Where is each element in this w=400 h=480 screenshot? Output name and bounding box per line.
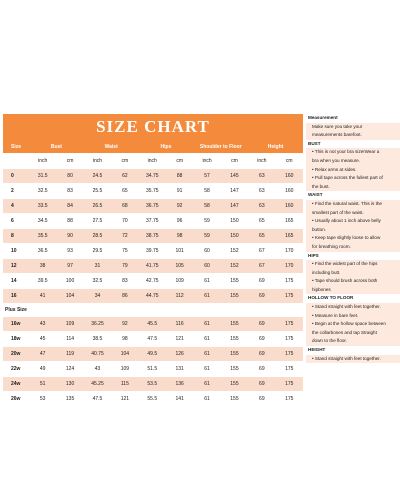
value-cell: 34.5 bbox=[29, 214, 56, 229]
value-cell: 61 bbox=[193, 392, 220, 407]
guide-text: the collarbones and tap Straight bbox=[312, 329, 377, 335]
value-cell: 165 bbox=[276, 214, 303, 229]
value-cell: 155 bbox=[221, 289, 248, 304]
value-cell: 63 bbox=[248, 199, 275, 214]
value-cell: 155 bbox=[221, 274, 248, 289]
value-cell: 145 bbox=[221, 169, 248, 184]
value-cell: 39.5 bbox=[29, 274, 56, 289]
value-cell: 60 bbox=[193, 244, 220, 259]
value-cell: 175 bbox=[276, 332, 303, 347]
units-cell: inch bbox=[29, 154, 56, 169]
value-cell: 65 bbox=[248, 214, 275, 229]
value-cell: 79 bbox=[111, 259, 138, 274]
value-cell: 126 bbox=[166, 347, 193, 362]
value-cell: 36.75 bbox=[139, 199, 166, 214]
value-cell: 86 bbox=[111, 289, 138, 304]
value-cell: 36.5 bbox=[29, 244, 56, 259]
value-cell: 36.25 bbox=[84, 317, 111, 332]
value-cell: 32.5 bbox=[29, 184, 56, 199]
value-cell: 35.5 bbox=[29, 229, 56, 244]
table-row bbox=[3, 184, 303, 199]
value-cell: 38 bbox=[29, 259, 56, 274]
value-cell: 130 bbox=[56, 377, 83, 392]
value-cell: 58 bbox=[193, 199, 220, 214]
value-cell: 124 bbox=[56, 362, 83, 377]
value-cell: 61 bbox=[193, 332, 220, 347]
value-cell: 41 bbox=[29, 289, 56, 304]
value-cell: 60 bbox=[193, 259, 220, 274]
value-cell: 100 bbox=[56, 274, 83, 289]
value-cell: 47.5 bbox=[139, 332, 166, 347]
value-cell: 112 bbox=[166, 289, 193, 304]
size-cell: 16w bbox=[3, 317, 29, 332]
value-cell: 155 bbox=[221, 392, 248, 407]
guide-text: • Find the widest part of the hips bbox=[312, 261, 378, 267]
value-cell: 69 bbox=[248, 377, 275, 392]
value-cell: 45 bbox=[29, 332, 56, 347]
value-cell: 69 bbox=[248, 289, 275, 304]
value-cell: 62 bbox=[111, 169, 138, 184]
value-cell: 109 bbox=[166, 274, 193, 289]
size-cell: 0 bbox=[3, 169, 29, 184]
value-cell: 98 bbox=[111, 332, 138, 347]
value-cell: 160 bbox=[276, 169, 303, 184]
size-cell: 12 bbox=[3, 259, 29, 274]
value-cell: 131 bbox=[166, 362, 193, 377]
value-cell: 83 bbox=[111, 274, 138, 289]
guide-text: • Stand straight with feet together. bbox=[312, 355, 381, 361]
units-row bbox=[3, 154, 303, 169]
value-cell: 135 bbox=[56, 392, 83, 407]
value-cell: 175 bbox=[276, 392, 303, 407]
value-cell: 109 bbox=[56, 317, 83, 332]
value-cell: 114 bbox=[56, 332, 83, 347]
table-row bbox=[3, 259, 303, 274]
size-cell: 6 bbox=[3, 214, 29, 229]
table-row bbox=[3, 274, 303, 289]
value-cell: 83 bbox=[56, 184, 83, 199]
value-cell: 47.5 bbox=[84, 392, 111, 407]
value-cell: 80 bbox=[56, 169, 83, 184]
value-cell: 61 bbox=[193, 289, 220, 304]
size-cell: 8 bbox=[3, 229, 29, 244]
value-cell: 115 bbox=[111, 377, 138, 392]
table-row bbox=[3, 169, 303, 184]
table-row bbox=[3, 392, 303, 407]
guide-heading: WAIST bbox=[306, 191, 400, 200]
value-cell: 38.5 bbox=[84, 332, 111, 347]
units-cell: inch bbox=[248, 154, 275, 169]
value-cell: 175 bbox=[276, 274, 303, 289]
value-cell: 28.5 bbox=[84, 229, 111, 244]
guide-text: bra when you measure. bbox=[312, 157, 361, 163]
value-cell: 43 bbox=[84, 362, 111, 377]
value-cell: 35.75 bbox=[139, 184, 166, 199]
value-cell: 39.75 bbox=[139, 244, 166, 259]
table-row bbox=[3, 199, 303, 214]
guide-heading: HOLLOW TO FLOOR bbox=[306, 294, 400, 303]
value-cell: 101 bbox=[166, 244, 193, 259]
guide-text: hipbones bbox=[312, 286, 331, 292]
table-row bbox=[3, 332, 303, 347]
value-cell: 155 bbox=[221, 377, 248, 392]
header-cell: Size bbox=[3, 140, 29, 154]
value-cell: 175 bbox=[276, 347, 303, 362]
value-cell: 67 bbox=[248, 259, 275, 274]
value-cell: 63 bbox=[248, 184, 275, 199]
header-cell: Shoulder to Floor bbox=[193, 140, 248, 154]
value-cell: 61 bbox=[193, 317, 220, 332]
guide-text: • Usually about 1 inch above belly bbox=[312, 218, 381, 224]
value-cell: 175 bbox=[276, 317, 303, 332]
guide-text: down to the floor. bbox=[312, 338, 347, 344]
value-cell: 93 bbox=[56, 244, 83, 259]
table-row bbox=[3, 317, 303, 332]
size-cell: 26w bbox=[3, 392, 29, 407]
value-cell: 45.5 bbox=[139, 317, 166, 332]
size-cell: 10 bbox=[3, 244, 29, 259]
value-cell: 43 bbox=[29, 317, 56, 332]
value-cell: 155 bbox=[221, 317, 248, 332]
value-cell: 72 bbox=[111, 229, 138, 244]
guide-text: • Keep tape slightly loose to allow bbox=[312, 235, 381, 241]
header-cell: Bust bbox=[29, 140, 84, 154]
value-cell: 147 bbox=[221, 199, 248, 214]
value-cell: 92 bbox=[166, 199, 193, 214]
table-row bbox=[3, 214, 303, 229]
guide-text: • Pull tape across the fullest part of bbox=[312, 175, 383, 181]
value-cell: 34 bbox=[84, 289, 111, 304]
value-cell: 32.5 bbox=[84, 274, 111, 289]
value-cell: 155 bbox=[221, 332, 248, 347]
guide-heading: HIPS bbox=[306, 252, 400, 261]
guide-text: • Find the natural waist. This is the bbox=[312, 200, 382, 206]
value-cell: 109 bbox=[111, 362, 138, 377]
value-cell: 26.5 bbox=[84, 199, 111, 214]
value-cell: 69 bbox=[248, 317, 275, 332]
guide-text: button. bbox=[312, 226, 327, 232]
value-cell: 70 bbox=[111, 214, 138, 229]
units-cell: cm bbox=[221, 154, 248, 169]
table-row bbox=[3, 377, 303, 392]
value-cell: 104 bbox=[111, 347, 138, 362]
value-cell: 175 bbox=[276, 289, 303, 304]
value-cell: 38.75 bbox=[139, 229, 166, 244]
value-cell: 104 bbox=[56, 289, 83, 304]
table-row bbox=[3, 347, 303, 362]
value-cell: 155 bbox=[221, 362, 248, 377]
value-cell: 155 bbox=[221, 347, 248, 362]
value-cell: 121 bbox=[166, 332, 193, 347]
value-cell: 96 bbox=[166, 214, 193, 229]
value-cell: 119 bbox=[56, 347, 83, 362]
value-cell: 150 bbox=[221, 229, 248, 244]
value-cell: 47 bbox=[29, 347, 56, 362]
units-cell: cm bbox=[166, 154, 193, 169]
units-cell: inch bbox=[139, 154, 166, 169]
value-cell: 58 bbox=[193, 184, 220, 199]
value-cell: 152 bbox=[221, 244, 248, 259]
table-row bbox=[3, 244, 303, 259]
units-cell: cm bbox=[111, 154, 138, 169]
units-cell: cm bbox=[56, 154, 83, 169]
table-row bbox=[3, 229, 303, 244]
size-cell: 16 bbox=[3, 289, 29, 304]
value-cell: 69 bbox=[248, 332, 275, 347]
guide-text: the bust. bbox=[312, 183, 330, 189]
value-cell: 61 bbox=[193, 377, 220, 392]
units-cell: inch bbox=[84, 154, 111, 169]
value-cell: 25.5 bbox=[84, 184, 111, 199]
value-cell: 88 bbox=[166, 169, 193, 184]
value-cell: 75 bbox=[111, 244, 138, 259]
value-cell: 160 bbox=[276, 199, 303, 214]
value-cell: 31.5 bbox=[29, 169, 56, 184]
value-cell: 88 bbox=[56, 214, 83, 229]
guide-text: smallest part of the waist. bbox=[312, 209, 364, 215]
value-cell: 84 bbox=[56, 199, 83, 214]
value-cell: 69 bbox=[248, 347, 275, 362]
value-cell: 33.5 bbox=[29, 199, 56, 214]
guide-text: • Tape should brush across both bbox=[312, 278, 378, 284]
value-cell: 121 bbox=[111, 392, 138, 407]
size-cell: 24w bbox=[3, 377, 29, 392]
value-cell: 160 bbox=[276, 184, 303, 199]
value-cell: 24.5 bbox=[84, 169, 111, 184]
value-cell: 37.75 bbox=[139, 214, 166, 229]
plus-size-label: Plus Size bbox=[3, 304, 303, 317]
guide-heading: HEIGHT bbox=[306, 346, 400, 355]
guide-text: • Begin at the hollow space between bbox=[312, 321, 386, 327]
value-cell: 92 bbox=[111, 317, 138, 332]
size-cell: 18w bbox=[3, 332, 29, 347]
size-cell: 22w bbox=[3, 362, 29, 377]
header-cell: Hips bbox=[139, 140, 194, 154]
value-cell: 67 bbox=[248, 244, 275, 259]
size-cell: 4 bbox=[3, 199, 29, 214]
value-cell: 105 bbox=[166, 259, 193, 274]
plus-size-row bbox=[3, 304, 303, 317]
value-cell: 63 bbox=[248, 169, 275, 184]
value-cell: 116 bbox=[166, 317, 193, 332]
chart-title: SIZE CHART bbox=[3, 114, 303, 140]
header-cell: Waist bbox=[84, 140, 139, 154]
value-cell: 141 bbox=[166, 392, 193, 407]
value-cell: 165 bbox=[276, 229, 303, 244]
value-cell: 97 bbox=[56, 259, 83, 274]
value-cell: 69 bbox=[248, 392, 275, 407]
value-cell: 136 bbox=[166, 377, 193, 392]
guide-heading: BUST bbox=[306, 140, 400, 149]
value-cell: 69 bbox=[248, 274, 275, 289]
value-cell: 175 bbox=[276, 362, 303, 377]
guide-heading: Measurement bbox=[306, 114, 400, 123]
value-cell: 59 bbox=[193, 214, 220, 229]
guide-text: for breathing room. bbox=[312, 243, 351, 249]
value-cell: 170 bbox=[276, 259, 303, 274]
value-cell: 68 bbox=[111, 199, 138, 214]
table-row bbox=[3, 289, 303, 304]
units-cell: inch bbox=[193, 154, 220, 169]
size-cell: 20w bbox=[3, 347, 29, 362]
guide-text: measurements barefoot. bbox=[312, 132, 362, 138]
value-cell: 49 bbox=[29, 362, 56, 377]
value-cell: 57 bbox=[193, 169, 220, 184]
value-cell: 91 bbox=[166, 184, 193, 199]
value-cell: 59 bbox=[193, 229, 220, 244]
value-cell: 34.75 bbox=[139, 169, 166, 184]
value-cell: 69 bbox=[248, 362, 275, 377]
header-cell: Height bbox=[248, 140, 303, 154]
guide-text: • Relax arms at sides. bbox=[312, 166, 357, 172]
value-cell: 41.75 bbox=[139, 259, 166, 274]
value-cell: 55.5 bbox=[139, 392, 166, 407]
size-cell: 14 bbox=[3, 274, 29, 289]
value-cell: 152 bbox=[221, 259, 248, 274]
value-cell: 49.5 bbox=[139, 347, 166, 362]
value-cell: 31 bbox=[84, 259, 111, 274]
value-cell: 45.25 bbox=[84, 377, 111, 392]
measurement-guide bbox=[306, 114, 400, 363]
value-cell: 27.5 bbox=[84, 214, 111, 229]
value-cell: 53.5 bbox=[139, 377, 166, 392]
value-cell: 175 bbox=[276, 377, 303, 392]
table-row bbox=[3, 362, 303, 377]
value-cell: 42.75 bbox=[139, 274, 166, 289]
size-cell: 2 bbox=[3, 184, 29, 199]
value-cell: 147 bbox=[221, 184, 248, 199]
value-cell: 29.5 bbox=[84, 244, 111, 259]
value-cell: 61 bbox=[193, 362, 220, 377]
table-header-row bbox=[3, 140, 303, 154]
units-cell bbox=[3, 154, 29, 169]
value-cell: 51 bbox=[29, 377, 56, 392]
guide-text: including butt. bbox=[312, 269, 341, 275]
value-cell: 170 bbox=[276, 244, 303, 259]
size-chart bbox=[3, 114, 303, 407]
size-table bbox=[3, 140, 303, 407]
value-cell: 61 bbox=[193, 347, 220, 362]
guide-text: • Stand straight with feet together. bbox=[312, 304, 381, 310]
value-cell: 40.75 bbox=[84, 347, 111, 362]
value-cell: 61 bbox=[193, 274, 220, 289]
value-cell: 98 bbox=[166, 229, 193, 244]
value-cell: 65 bbox=[111, 184, 138, 199]
value-cell: 90 bbox=[56, 229, 83, 244]
value-cell: 53 bbox=[29, 392, 56, 407]
guide-text: Make sure you take your bbox=[312, 123, 363, 129]
value-cell: 65 bbox=[248, 229, 275, 244]
guide-text: • This is not your bra size!Wear a bbox=[312, 149, 380, 155]
units-cell: cm bbox=[276, 154, 303, 169]
value-cell: 150 bbox=[221, 214, 248, 229]
guide-text: • Measure in bare feet. bbox=[312, 312, 359, 318]
value-cell: 44.75 bbox=[139, 289, 166, 304]
value-cell: 51.5 bbox=[139, 362, 166, 377]
